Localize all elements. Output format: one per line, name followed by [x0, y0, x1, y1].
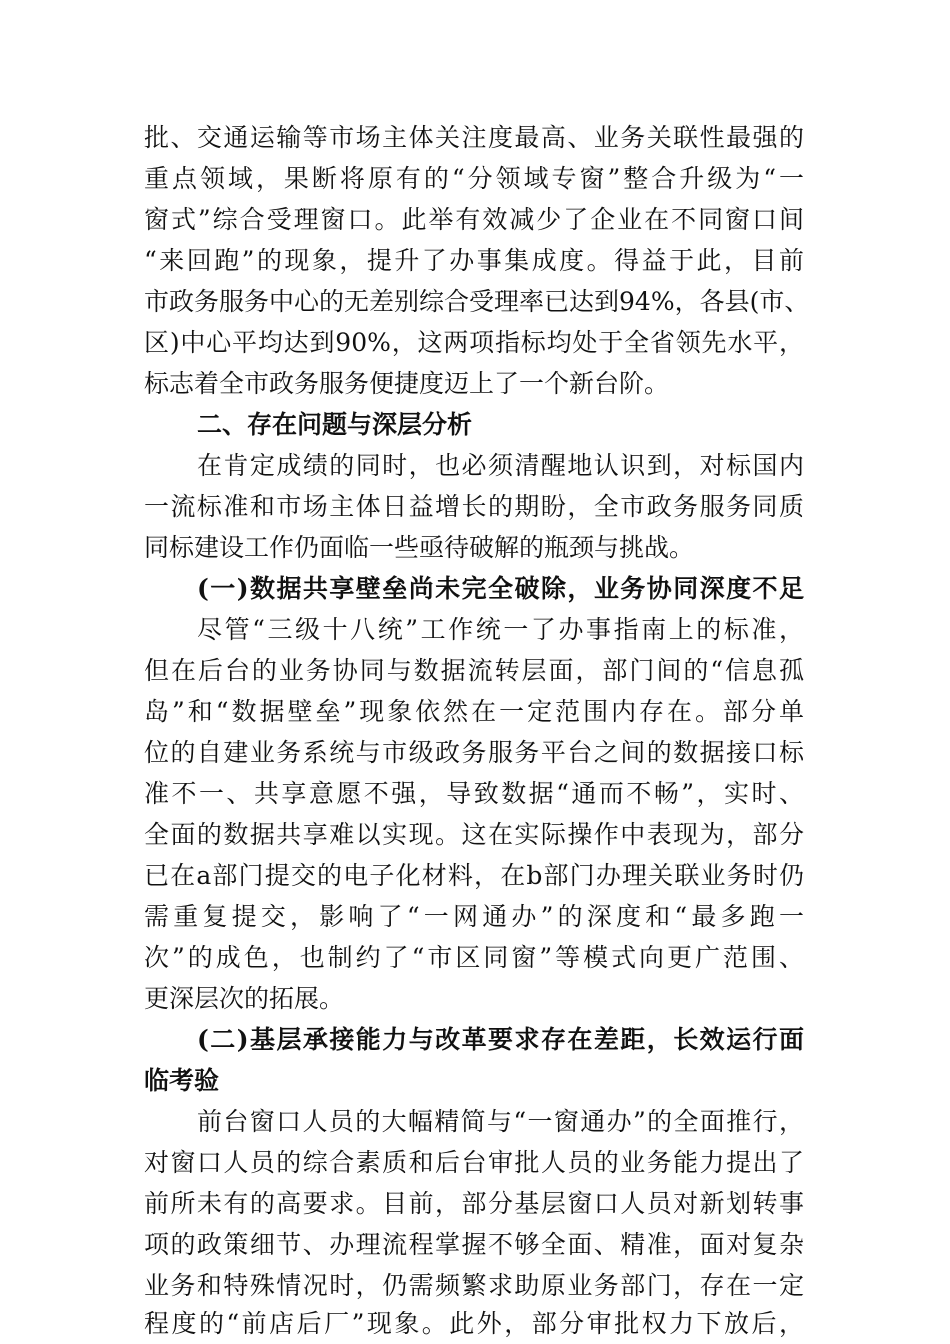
body-line: 前台窗口人员的大幅精简与“一窗通办”的全面推行，: [197, 1107, 804, 1136]
body-line: 重点领域，果断将原有的“分领域专窗”整合升级为“一: [144, 164, 804, 193]
subsection-heading: (一)数据共享壁垒尚未完全破除，业务协同深度不足: [197, 574, 804, 603]
body-line: 对窗口人员的综合素质和后台审批人员的业务能力提出了: [144, 1148, 804, 1177]
body-line: 项的政策细节、办理流程掌握不够全面、精准，面对复杂: [144, 1230, 804, 1259]
body-line: 区)中心平均达到90%，这两项指标均处于全省领先水平，: [144, 328, 804, 357]
body-line: 尽管“三级十八统”工作统一了办事指南上的标准，: [197, 615, 804, 644]
body-line: 程度的“前店后厂”现象。此外，部分审批权力下放后，: [144, 1309, 804, 1338]
body-line: 标志着全市政务服务便捷度迈上了一个新台阶。: [144, 369, 670, 398]
body-line: 前所未有的高要求。目前，部分基层窗口人员对新划转事: [144, 1189, 804, 1218]
body-line: 全面的数据共享难以实现。这在实际操作中表现为，部分: [144, 820, 804, 849]
body-line: 需重复提交，影响了“一网通办”的深度和“最多跑一: [144, 902, 804, 931]
body-line: 准不一、共享意愿不强，导致数据“通而不畅”，实时、: [144, 779, 804, 808]
body-line: 同标建设工作仍面临一些亟待破解的瓶颈与挑战。: [144, 533, 695, 562]
body-line: 一流标准和市场主体日益增长的期盼，全市政务服务同质: [144, 492, 804, 521]
body-line: 岛”和“数据壁垒”现象依然在一定范围内存在。部分单: [144, 697, 804, 726]
body-line: 批、交通运输等市场主体关注度最高、业务关联性最强的: [144, 123, 804, 152]
section-heading: 二、存在问题与深层分析: [197, 410, 473, 439]
body-line: 已在a部门提交的电子化材料，在b部门办理关联业务时仍: [144, 861, 804, 890]
subsection-heading: (二)基层承接能力与改革要求存在差距，长效运行面: [197, 1025, 804, 1054]
body-line: 更深层次的拓展。: [144, 984, 345, 1013]
body-line: 次”的成色，也制约了“市区同窗”等模式向更广范围、: [144, 943, 804, 972]
body-line: 在肯定成绩的同时，也必须清醒地认识到，对标国内: [197, 451, 804, 480]
subsection-heading-continued: 临考验: [144, 1066, 220, 1095]
body-line: “来回跑”的现象，提升了办事集成度。得益于此，目前: [144, 246, 804, 275]
body-line: 业务和特殊情况时，仍需频繁求助原业务部门，存在一定: [144, 1271, 804, 1300]
body-line: 窗式”综合受理窗口。此举有效减少了企业在不同窗口间: [144, 205, 804, 234]
body-line: 市政务服务中心的无差别综合受理率已达到94%，各县(市、: [144, 287, 810, 316]
body-line: 位的自建业务系统与市级政务服务平台之间的数据接口标: [144, 738, 804, 767]
body-line: 但在后台的业务协同与数据流转层面，部门间的“信息孤: [144, 656, 804, 685]
